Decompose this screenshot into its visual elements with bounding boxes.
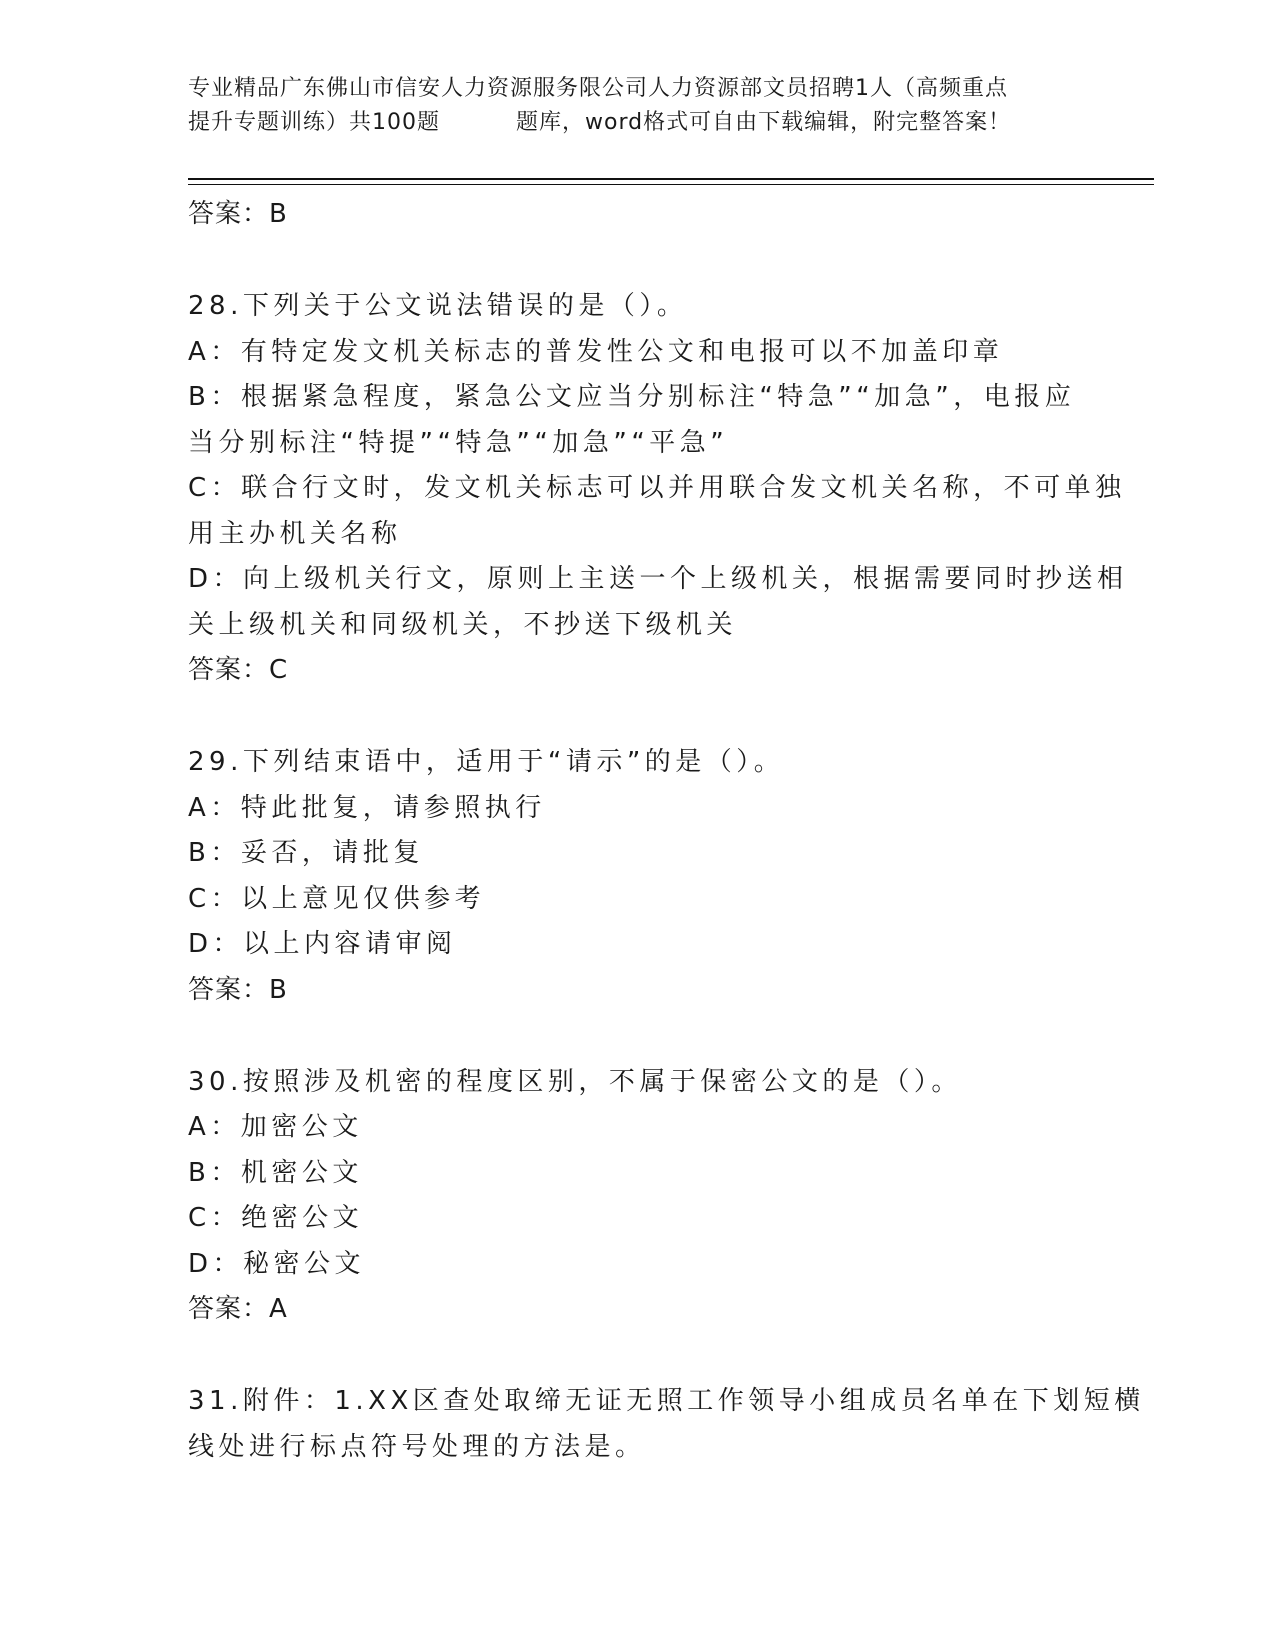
prev-question-answer: 答案：B	[188, 199, 288, 229]
option-a: A：有特定发文机关标志的普发性公文和电报可以不加盖印章	[188, 336, 1004, 367]
option-d: D：以上内容请审阅	[188, 929, 457, 959]
question-28	[188, 284, 1128, 692]
header-divider-thin	[188, 184, 1154, 185]
option-a: A：加密公文	[188, 1112, 363, 1142]
option-b: B：根据紧急程度，紧急公文应当分别标注“特急”“加急”，电报应	[188, 382, 1076, 412]
question-stem: 29.下列结束语中，适用于“请示”的是（）。	[188, 747, 785, 777]
header-line-2	[188, 106, 1088, 140]
option-c: C：以上意见仅供参考	[188, 883, 486, 914]
question-stem: 31.附件：1.XX区查处取缔无证无照工作领导小组成员名单在下划短横	[188, 1386, 1145, 1416]
option-b: B：妥否，请批复	[188, 838, 424, 868]
option-b-continued: 当分别标注“特提”“特急”“加急”“平急”	[188, 427, 729, 458]
question-stem-continued: 线处进行标点符号处理的方法是。	[188, 1431, 646, 1462]
document-body	[188, 192, 1145, 1470]
page-header	[188, 72, 1088, 140]
header-line-2-left: 提升专题训练）共100题	[188, 110, 440, 135]
question-29	[188, 740, 1088, 1012]
header-line-1: 专业精品广东佛山市信安人力资源服务限公司人力资源部文员招聘1人（高频重点	[188, 76, 1008, 101]
option-a: A：特此批复，请参照执行	[188, 792, 546, 823]
option-d: D：向上级机关行文，原则上主送一个上级机关，根据需要同时抄送相	[188, 564, 1128, 594]
option-c: C：绝密公文	[188, 1203, 364, 1233]
question-answer: 答案：A	[188, 1294, 288, 1324]
header-line-2-right: 题库，word格式可自由下载编辑，附完整答案！	[516, 110, 1012, 135]
question-30	[188, 1060, 1088, 1332]
question-stem: 30.按照涉及机密的程度区别，不属于保密公文的是（）。	[188, 1066, 962, 1097]
question-answer: 答案：B	[188, 974, 288, 1005]
question-stem: 28.下列关于公文说法错误的是（）。	[188, 291, 688, 321]
option-c: C：联合行文时，发文机关标志可以并用联合发文机关名称，不可单独	[188, 473, 1126, 503]
header-divider-thick	[188, 178, 1154, 180]
option-b: B：机密公文	[188, 1157, 363, 1188]
question-answer: 答案：C	[188, 655, 289, 685]
question-31	[188, 1379, 1145, 1470]
option-d-continued: 关上级机关和同级机关，不抄送下级机关	[188, 609, 738, 640]
option-c-continued: 用主办机关名称	[188, 518, 402, 549]
option-d: D：秘密公文	[188, 1248, 366, 1279]
